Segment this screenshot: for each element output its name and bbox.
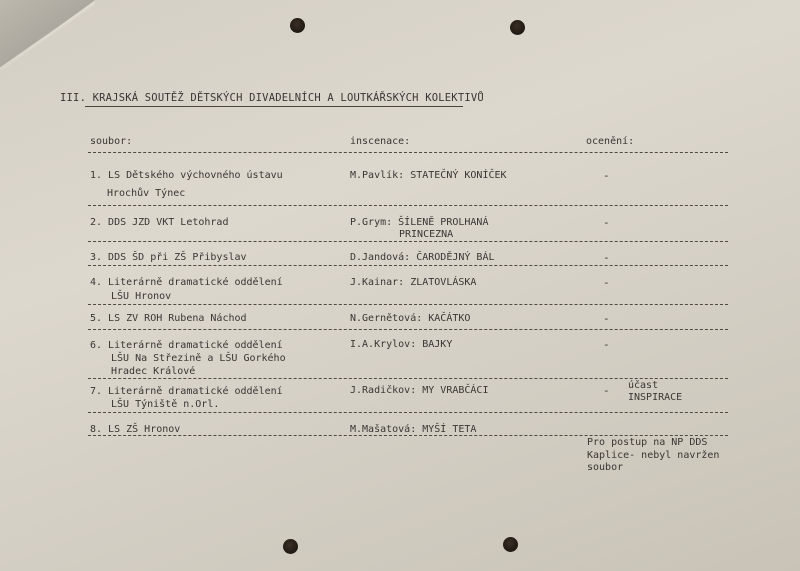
row-6-oceneni: - [603, 338, 610, 351]
column-header-oceneni: ocenění: [586, 136, 635, 147]
row-8-inscenace: M.Mašatová: MYŠÍ TETA [350, 424, 477, 435]
row-2-soubor: 2. DDS JZD VKT Letohrad [90, 217, 229, 228]
row-rule [88, 329, 728, 330]
column-header-soubor: soubor: [90, 136, 133, 147]
row-rule [88, 412, 728, 413]
row-7-award: účast INSPIRACE [628, 380, 683, 403]
row-4-soubor: 4. Literárně dramatické oddělení LŠU Hronov [90, 277, 283, 302]
row-5-inscenace: N.Gernětová: KAČÁTKO [350, 313, 471, 324]
row-2-inscenace: P.Grym: ŠÍLENĚ PROLHANÁ PRINCEZNA [350, 217, 489, 240]
row-rule [88, 378, 728, 379]
row-1-soubor: 1. LS Dětského výchovného ústavu Hrochův Týnec [90, 170, 283, 199]
row-rule [88, 265, 728, 266]
row-5-soubor: 5. LS ZV ROH Rubena Náchod [90, 313, 247, 324]
footnote: Pro postup na NP DDS Kaplice- nebyl navržen soubor [587, 437, 720, 473]
header-rule [88, 152, 728, 153]
punch-hole [283, 539, 298, 554]
row-3-soubor: 3. DDS ŠD při ZŠ Přibyslav [90, 252, 247, 263]
row-1-inscenace: M.Pavlík: STATEČNÝ KONÍČEK [350, 170, 507, 181]
row-7-inscenace: J.Radičkov: MY VRABČÁCI [350, 385, 489, 396]
row-4-oceneni: - [603, 276, 610, 289]
row-3-inscenace: D.Jandová: ČARODĚJNÝ BÁL [350, 252, 495, 263]
row-8-soubor: 8. LS ZŠ Hronov [90, 424, 181, 435]
row-6-inscenace: I.A.Krylov: BAJKY [350, 339, 453, 350]
punch-hole [503, 537, 518, 552]
row-5-oceneni: - [603, 312, 610, 325]
row-7-oceneni: - [603, 384, 610, 397]
row-rule [88, 435, 728, 436]
row-3-oceneni: - [603, 251, 610, 264]
title-underline [85, 106, 463, 107]
row-6-soubor: 6. Literárně dramatické oddělení LŠU Na Střezině a LŠU Gorkého Hradec Králové [90, 340, 286, 377]
row-1-oceneni: - [603, 169, 610, 182]
row-rule [88, 304, 728, 305]
punch-hole [510, 20, 525, 35]
row-rule [88, 205, 728, 206]
row-7-soubor: 7. Literárně dramatické oddělení LŠU Týniště n.Orl. [90, 386, 283, 410]
page-title: III. KRAJSKÁ SOUTĚŽ DĚTSKÝCH DIVADELNÍCH A LOUTKÁŘSKÝCH KOLEKTIVŮ [60, 92, 484, 104]
punch-hole [290, 18, 305, 33]
folded-corner-edge [0, 0, 95, 70]
row-4-inscenace: J.Kainar: ZLATOVLÁSKA [350, 277, 477, 288]
column-header-inscenace: inscenace: [350, 136, 411, 147]
row-2-oceneni: - [603, 216, 610, 229]
row-rule [88, 241, 728, 242]
